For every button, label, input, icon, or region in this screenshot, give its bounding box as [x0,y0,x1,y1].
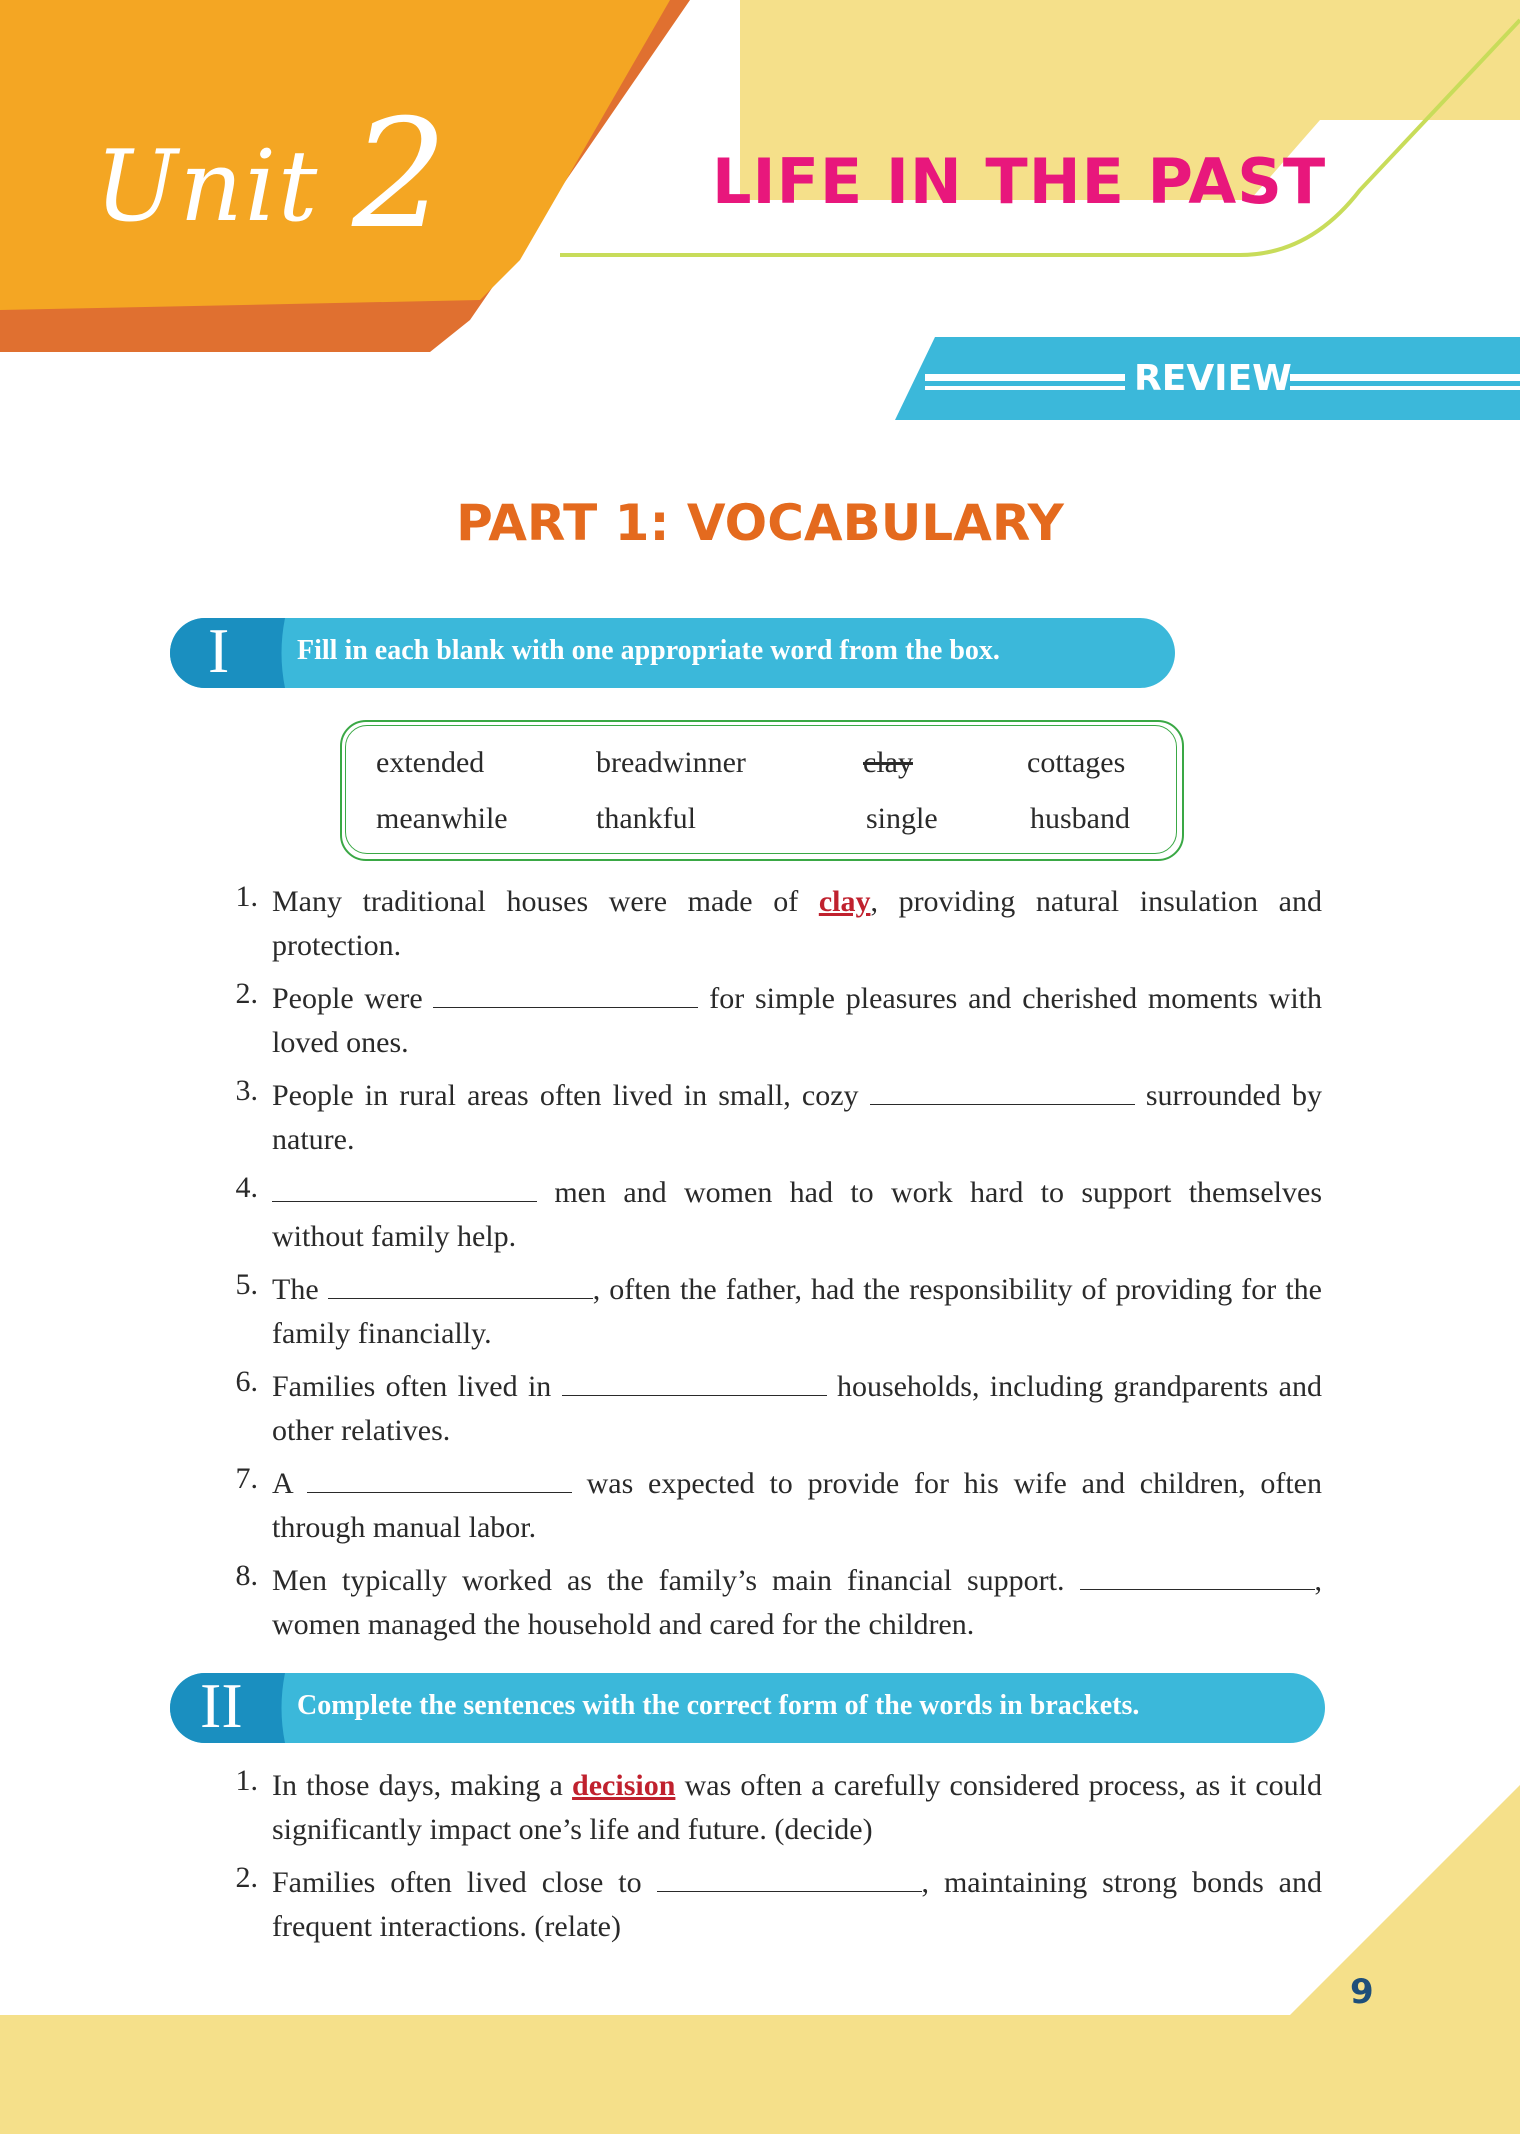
question-number: 1. [235,880,258,913]
footer-artwork [0,1785,1520,2134]
question-number: 6. [235,1365,258,1398]
section1-roman: I [208,615,230,686]
question-number: 1. [235,1764,258,1797]
question-number: 7. [235,1462,258,1495]
word-box-item: breadwinner [596,746,746,779]
question-text: A was expected to provide for his wife and children, often through manual labor. [272,1462,1322,1550]
answer-blank[interactable] [433,979,698,1008]
question-number: 3. [235,1074,258,1107]
question-text: Families often lived in households, including grandparents and other relatives. [272,1365,1322,1453]
section2-roman: II [200,1670,243,1741]
section1-instruction: Fill in each blank with one appropriate word from the box. [297,635,1000,666]
word-box-item: thankful [596,802,696,835]
answer-blank[interactable] [1080,1561,1315,1590]
word-box-item: cottages [1027,746,1126,779]
answer-blank[interactable] [870,1076,1135,1105]
question-text: The , often the father, had the responsibility of providing for the family financially. [272,1268,1322,1356]
question-text: Men typically worked as the family’s main financial support. , women managed the household and cared for the children. [272,1559,1322,1647]
question-text: People were for simple pleasures and cherished moments with loved ones. [272,977,1322,1065]
unit-word: Unit [95,130,320,244]
question-text: In those days, making a decision was often a carefully considered process, as it could significantly impact one’s life and future. (decide) [272,1769,1323,1846]
word-box-item: extended [376,746,485,779]
review-label: REVIEW [1134,358,1292,399]
question-number: 2. [235,1861,258,1894]
question-text: People in rural areas often lived in small, cozy surrounded by nature. [272,1074,1322,1162]
word-box-item: meanwhile [376,802,508,835]
page-number: 9 [1350,1972,1374,2012]
answer-word: clay [818,885,871,918]
question-text: Many traditional houses were made of clay, providing natural insulation and protection. [272,885,1322,962]
answer-blank[interactable] [307,1464,572,1493]
question-text: Families often lived close to , maintaining strong bonds and frequent interactions. (relate) [272,1861,1322,1949]
unit-title: LIFE IN THE PAST [712,145,1327,218]
question-number: 2. [235,977,258,1010]
answer-blank[interactable] [562,1367,827,1396]
section2-instruction: Complete the sentences with the correct form of the words in brackets. [297,1690,1140,1721]
question-text: men and women had to work hard to support themselves without family help. [272,1171,1322,1259]
question-number: 4. [235,1171,258,1204]
word-box-item-used: clay [863,746,913,779]
answer-word: decision [572,1769,676,1802]
question-number: 5. [235,1268,258,1301]
answer-blank[interactable] [328,1270,593,1299]
question-number: 8. [235,1559,258,1592]
word-box-item: single [866,802,938,835]
answer-blank[interactable] [272,1173,537,1202]
word-box-item: husband [1030,802,1130,835]
part-title: PART 1: VOCABULARY [456,494,1064,552]
unit-number: 2 [352,88,448,262]
